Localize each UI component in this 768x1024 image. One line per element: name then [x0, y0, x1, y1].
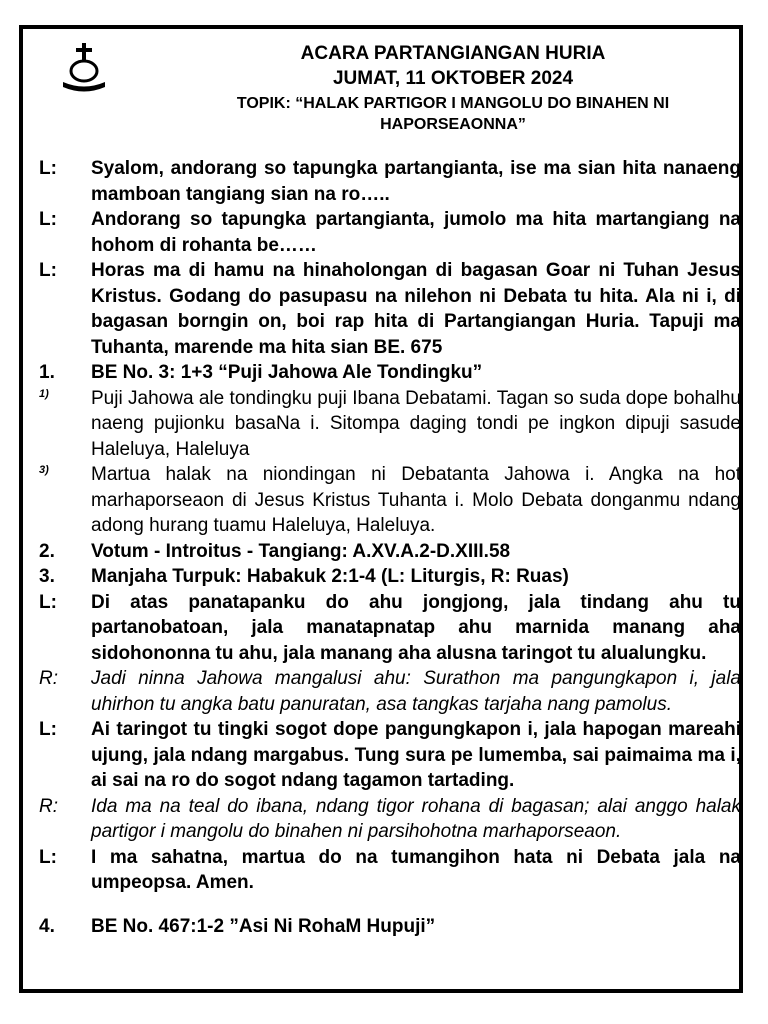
document-header [173, 41, 733, 135]
item-text: Ida ma na teal do ibana, ndang tigor rohana di bagasan; alai anggo halak partigor i mangolu do binahen ni parsihohotna marhaporseaon. [91, 795, 741, 842]
item-label: L: [39, 591, 57, 613]
item-label: 4. [39, 915, 55, 937]
liturgy-item [39, 590, 745, 667]
item-text: I ma sahatna, martua do na tumangihon hata ni Debata jala na umpeopsa. Amen. [91, 846, 741, 893]
item-label: L: [39, 158, 57, 179]
item-label: L: [39, 846, 57, 868]
verse-number: 1) [39, 387, 49, 400]
item-text: BE No. 3: 1+3 “Puji Jahowa Ale Tondingku” [91, 362, 483, 383]
liturgy-item [39, 564, 745, 590]
item-text: BE No. 467:1-2 ”Asi Ni RohaM Hupuji” [91, 915, 436, 937]
hymn-verse [39, 386, 745, 463]
item-text: Manjaha Turpuk: Habakuk 2:1-4 (L: Liturgis, R: Ruas) [91, 566, 569, 587]
liturgy-item [39, 156, 745, 207]
topic-line: TOPIK: “HALAK PARTIGOR I MANGOLU DO BINAHEN NI HAPORSEAONNA” [236, 95, 670, 133]
item-text: Ai taringot tu tingki sogot dope pangungkapon i, jala hapogan mareahi ujung, jala ndang margabus. Tung sura pe lumemba, sai paimaima ma i, ai sai na ro do sogot ndang tagamon tartading. [91, 719, 741, 791]
spacer [39, 896, 745, 914]
item-label: L: [39, 719, 57, 740]
verse-text: Puji Jahowa ale tondingku puji Ibana Debatami. Tagan so suda dope bohalhu naeng pujionku basaNa i. Sitompa daging tondi pe ingkon dipuji sasude Haleluya, Haleluya [91, 387, 741, 460]
item-label: R: [39, 795, 58, 817]
item-label: 2. [39, 540, 55, 562]
response-item [39, 666, 745, 717]
liturgy-item [39, 539, 745, 565]
item-text: Votum - Introitus - Tangiang: A.XV.A.2-D.XIII.58 [91, 540, 511, 562]
item-label: R: [39, 668, 58, 689]
hymn-verse [39, 462, 745, 539]
liturgy-item [39, 914, 745, 940]
verse-text: Martua halak na niondingan ni Debatanta Jahowa i. Angka na hot marhaporseaon di Jesus Kristus Tuhanta i. Molo Debata donganmu ndang adong hurang tuamu Haleluya, Haleluya. [91, 464, 741, 536]
item-text: Jadi ninna Jahowa mangalusi ahu: Surathon ma pangungkapon i, jala uhirhon tu angka batu panuratan, asa tangkas tarjaha nang pamolus. [91, 668, 741, 715]
item-text: Horas ma di hamu na hinaholongan di bagasan Goar ni Tuhan Jesus Kristus. Godang do pasupasu na nilehon ni Debata tu hita. Ala ni i, di bagasan borngin on, boi rap hita di Partangiangan Huria. Tapuji ma Tuhanta, marende ma hita sian BE. 675 [91, 260, 741, 358]
item-label: 1. [39, 362, 55, 383]
item-text: Di atas panatapanku do ahu jongjong, jala tindang ahu tu partanobatoan, jala manatapnatap ahu marnida manang aha sidohononna tu ahu, jala manang aha alusna taringot tu alualungku. [91, 591, 741, 664]
liturgy-item [39, 207, 745, 258]
item-label: L: [39, 209, 57, 230]
verse-number: 3) [39, 464, 49, 476]
liturgy-body [39, 156, 745, 939]
liturgy-item [39, 845, 745, 896]
liturgy-item [39, 717, 745, 794]
item-label: 3. [39, 566, 55, 587]
response-item [39, 794, 745, 845]
item-text: Syalom, andorang so tapungka partangianta, ise ma sian hita nanaeng mamboan tangiang sian na ro….. [91, 158, 741, 205]
hkbp-cross-logo-icon [57, 41, 111, 95]
event-date: JUMAT, 11 OKTOBER 2024 [332, 68, 574, 89]
page-title: ACARA PARTANGIANGAN HURIA [300, 43, 606, 64]
item-text: Andorang so tapungka partangianta, jumolo ma hita martangiang na hohom di rohanta be…… [91, 209, 741, 256]
page-frame [19, 25, 743, 993]
liturgy-item [39, 360, 745, 386]
item-label: L: [39, 260, 57, 281]
liturgy-item [39, 258, 745, 360]
